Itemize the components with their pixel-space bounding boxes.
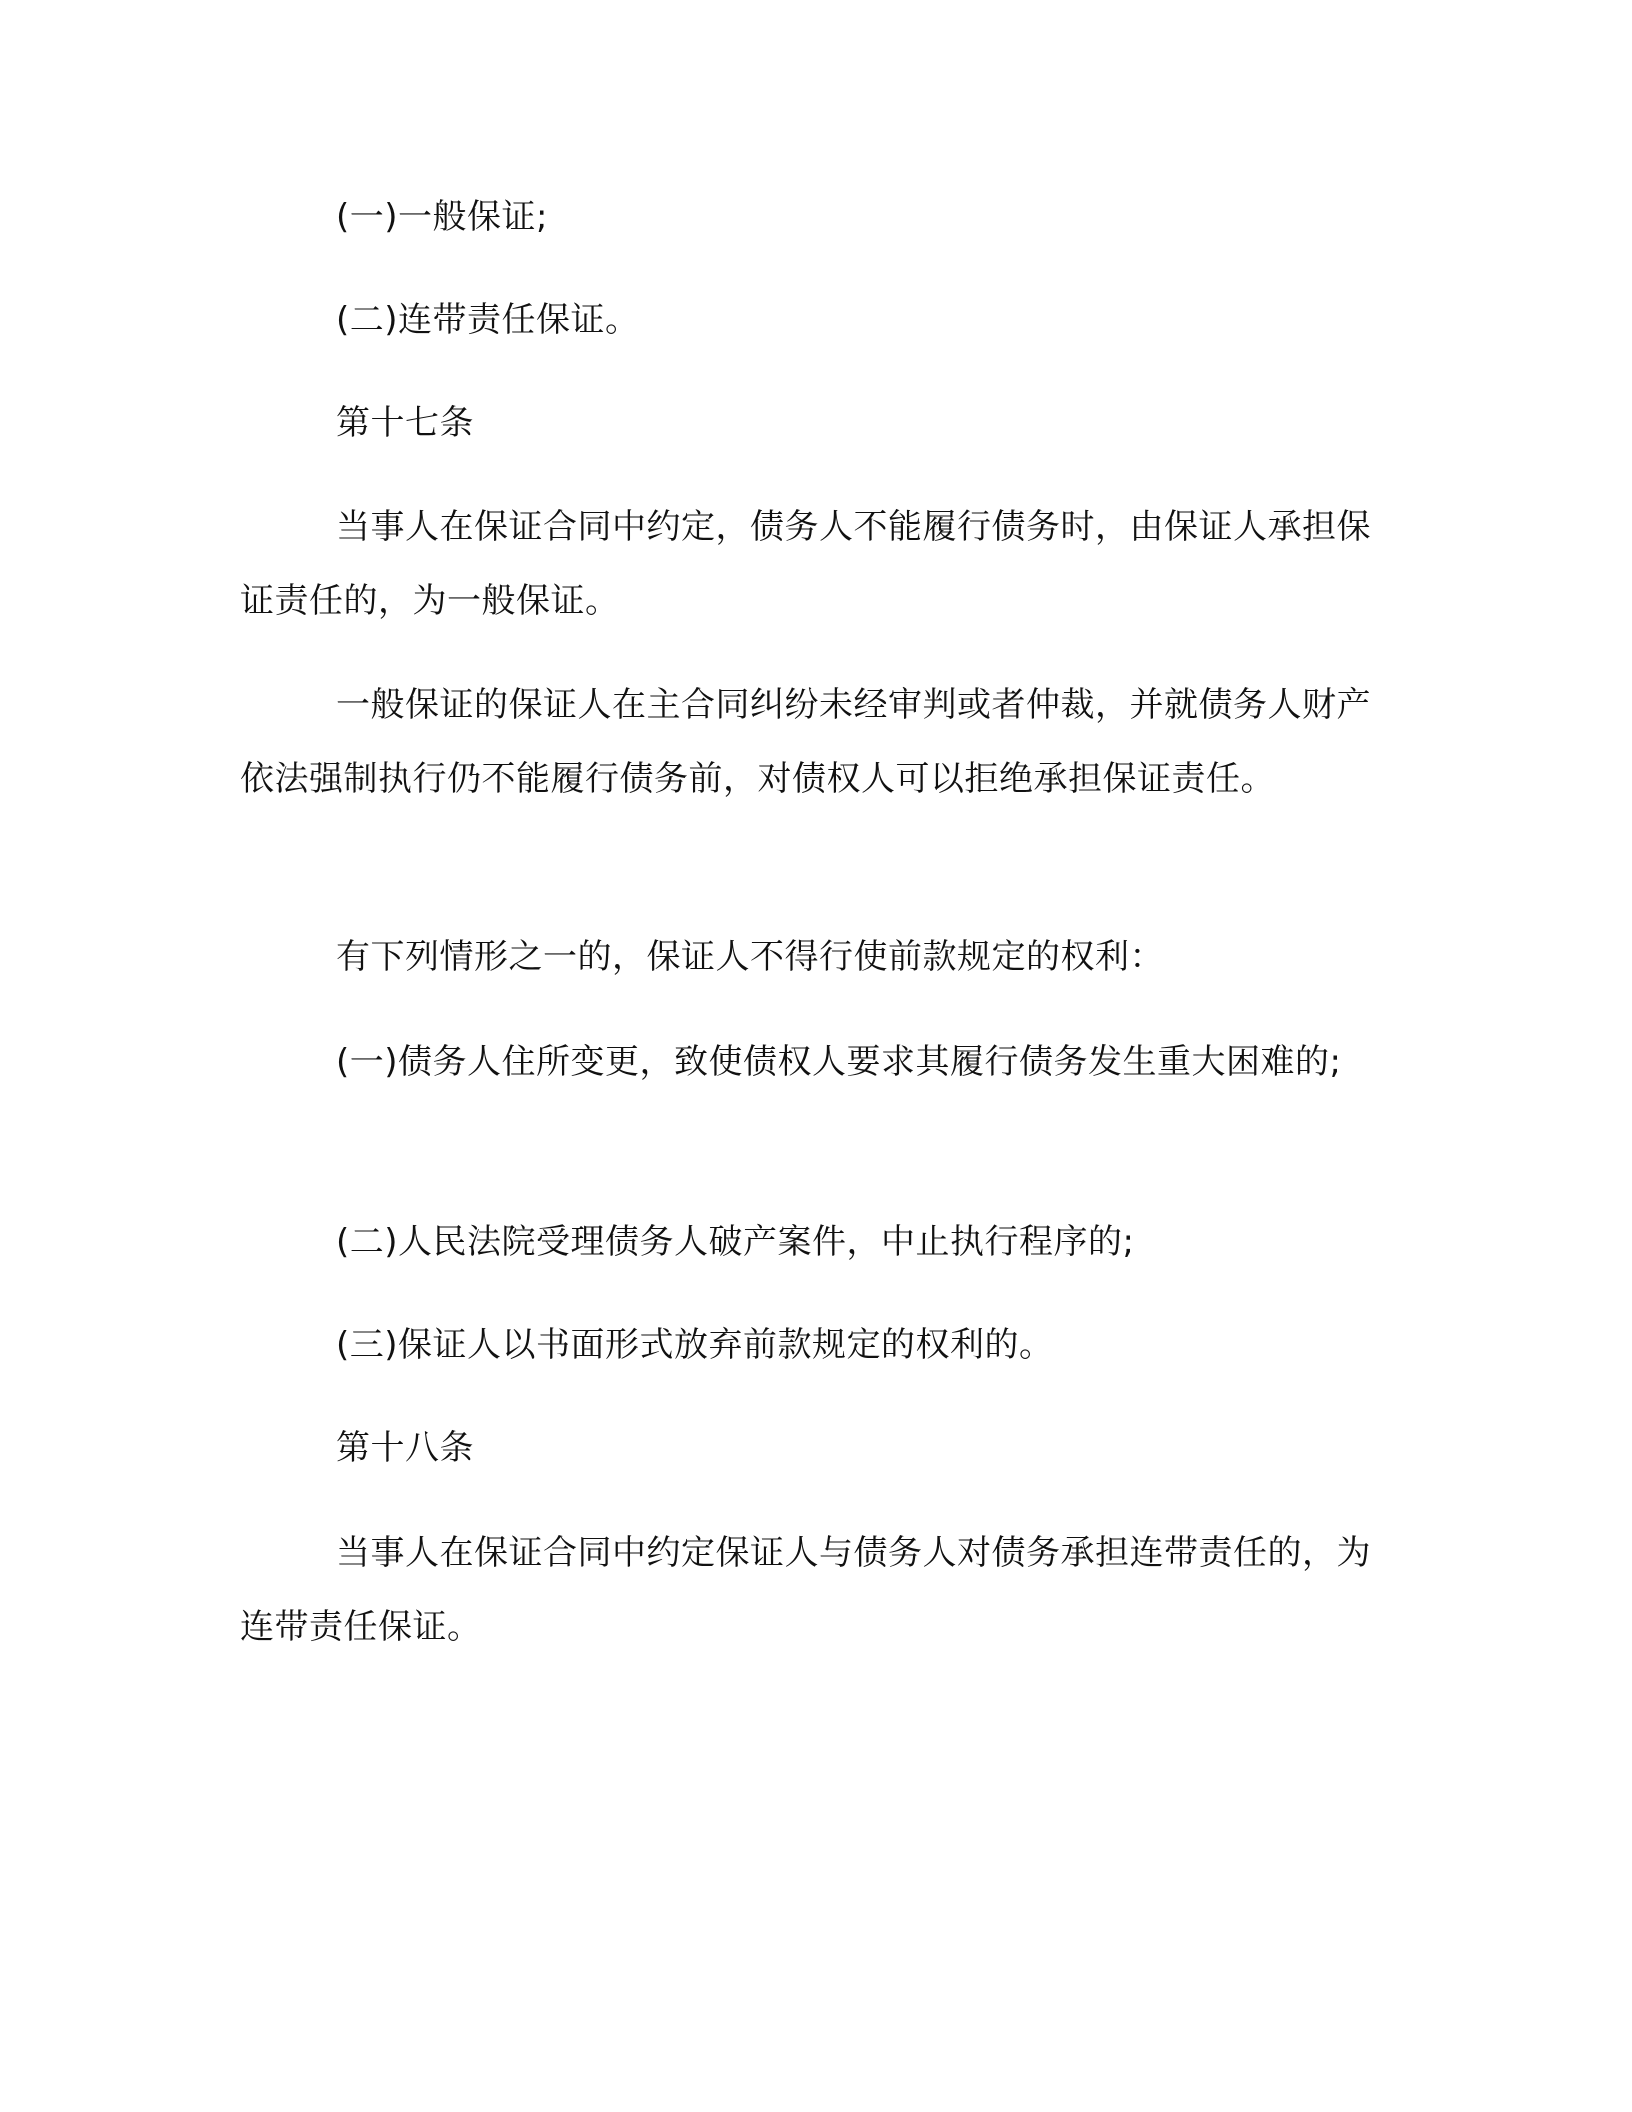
paragraph-article-17-definition: 当事人在保证合同中约定，债务人不能履行债务时，由保证人承担保证责任的，为一般保证。: [240, 507, 1371, 621]
paragraph-exceptions-intro: 有下列情形之一的，保证人不得行使前款规定的权利：: [336, 937, 1164, 977]
paragraph-article-17-refusal-right: 一般保证的保证人在主合同纠纷未经审判或者仲裁，并就债务人财产依法强制执行仍不能履行债务前，对债权人可以拒绝承担保证责任。: [240, 685, 1371, 799]
paragraph-exception-2: (二)人民法院受理债务人破产案件，中止执行程序的;: [336, 1222, 1135, 1262]
article-heading-17: 第十七条: [336, 403, 474, 443]
paragraph-general-guarantee: (一)一般保证;: [336, 197, 548, 237]
article-heading-18: 第十八条: [336, 1428, 474, 1468]
paragraph-exception-3: (三)保证人以书面形式放弃前款规定的权利的。: [336, 1325, 1054, 1365]
paragraph-exception-1: (一)债务人住所变更，致使债权人要求其履行债务发生重大困难的;: [336, 1042, 1342, 1082]
paragraph-article-18-definition: 当事人在保证合同中约定保证人与债务人对债务承担连带责任的，为连带责任保证。: [240, 1533, 1371, 1647]
paragraph-joint-liability-guarantee: (二)连带责任保证。: [336, 300, 640, 340]
